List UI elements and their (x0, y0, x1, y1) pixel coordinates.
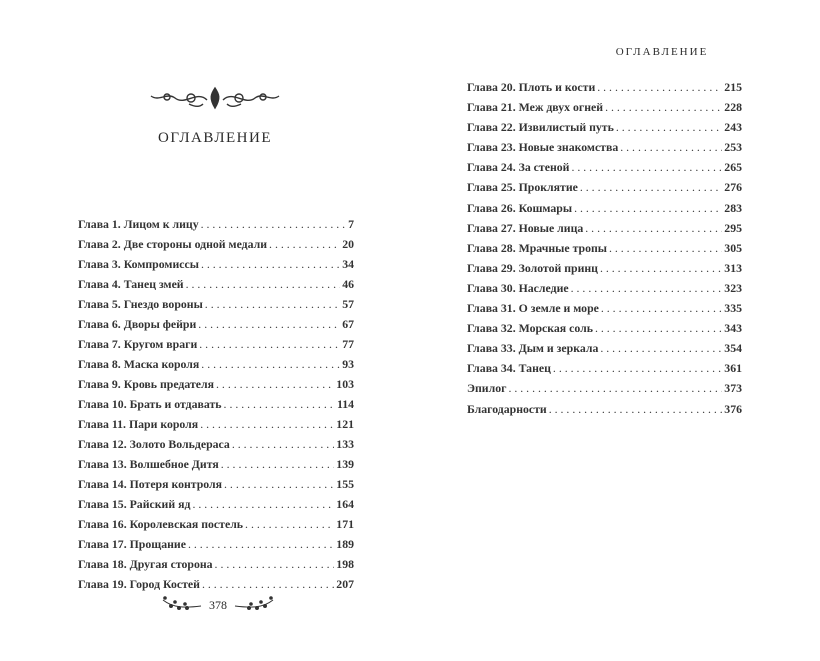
chapter-page: 20 (342, 237, 354, 251)
dot-leader (192, 497, 334, 512)
toc-entry (467, 341, 742, 361)
chapter-page: 57 (342, 297, 354, 311)
dot-leader (609, 241, 722, 256)
chapter-title: Глава 24. За стеной (467, 160, 570, 175)
chapter-title: Глава 30. Наследие (467, 280, 569, 295)
toc-entry (78, 477, 354, 497)
sprig-left-icon (161, 596, 203, 614)
chapter-page: 93 (342, 357, 354, 371)
chapter-title: Глава 27. Новые лица (467, 220, 584, 235)
dot-leader (224, 477, 334, 492)
dot-leader (585, 221, 722, 236)
dot-leader (202, 577, 334, 592)
dot-leader (597, 80, 722, 95)
chapter-page: 283 (724, 200, 742, 215)
toc-entry (78, 277, 354, 297)
chapter-page: 354 (724, 341, 742, 356)
toc-entry (467, 140, 742, 160)
toc-entry (467, 100, 742, 120)
chapter-page: 313 (724, 260, 742, 275)
chapter-title: Глава 25. Проклятие (467, 180, 578, 195)
chapter-title: Глава 7. Кругом враги (78, 337, 198, 351)
chapter-page: 335 (724, 301, 742, 316)
toc-entry (78, 357, 354, 377)
chapter-title: Глава 5. Гнездо вороны (78, 297, 203, 311)
chapter-page: 139 (336, 457, 354, 471)
page-number: 378 (209, 597, 227, 612)
chapter-title: Глава 21. Меж двух огней (467, 100, 604, 115)
chapter-title: Глава 6. Дворы фейри (78, 317, 197, 331)
toc-entry (78, 337, 354, 357)
toc-entry (467, 321, 742, 341)
dot-leader (580, 180, 722, 195)
toc-entry (467, 160, 742, 180)
chapter-page: 305 (724, 240, 742, 255)
chapter-title: Глава 10. Брать и отдавать (78, 397, 222, 411)
chapter-page: 67 (342, 317, 354, 331)
chapter-page: 34 (342, 257, 354, 271)
chapter-title: Глава 9. Кровь предателя (78, 377, 215, 391)
chapter-title: Глава 23. Новые знакомства (467, 140, 619, 155)
toc-entry (467, 120, 742, 140)
toc-entry (467, 261, 742, 281)
dot-leader (205, 297, 340, 312)
dot-leader (188, 537, 334, 552)
chapter-title: Глава 22. Извилистый путь (467, 120, 614, 135)
chapter-page: 253 (724, 140, 742, 155)
dot-leader (616, 120, 722, 135)
chapter-page: 373 (724, 381, 742, 396)
chapter-title: Глава 15. Райский яд (78, 497, 191, 511)
toc-entry (78, 577, 354, 597)
dot-leader (232, 437, 334, 452)
toc-entry (78, 457, 354, 477)
chapter-title: Глава 14. Потеря контроля (78, 477, 223, 491)
toc-entry (467, 221, 742, 241)
chapter-title: Благодарности (467, 401, 547, 416)
toc-entry (467, 180, 742, 200)
chapter-page: 133 (336, 437, 354, 451)
dot-leader (549, 402, 723, 417)
toc-entry (78, 257, 354, 277)
dot-leader (216, 377, 334, 392)
dot-leader (571, 160, 722, 175)
chapter-page: 171 (336, 517, 354, 531)
toc-entry (78, 417, 354, 437)
chapter-title: Глава 16. Королевская постель (78, 517, 244, 531)
chapter-page: 7 (348, 217, 354, 231)
chapter-page: 155 (336, 477, 354, 491)
chapter-title: Глава 34. Танец (467, 361, 551, 376)
toc-entry (78, 217, 354, 237)
page-footer (143, 596, 293, 614)
chapter-page: 215 (724, 80, 742, 94)
chapter-page: 77 (342, 337, 354, 351)
chapter-page: 228 (724, 100, 742, 115)
toc-entry (467, 201, 742, 221)
dot-leader (215, 557, 335, 572)
chapter-title: Глава 29. Золотой принц (467, 260, 598, 275)
chapter-title: Глава 12. Золото Вольдераса (78, 437, 230, 451)
chapter-page: 198 (336, 557, 354, 571)
page-title: ОГЛАВЛЕНИЕ (158, 130, 272, 146)
toc-entry (467, 361, 742, 381)
toc-entry (78, 397, 354, 417)
chapter-title: Глава 4. Танец змей (78, 277, 184, 291)
chapter-title: Глава 19. Город Костей (78, 577, 200, 591)
chapter-page: 276 (724, 180, 742, 195)
dot-leader (186, 277, 341, 292)
chapter-page: 243 (724, 120, 742, 135)
table-of-contents (78, 217, 354, 597)
dot-leader (201, 357, 340, 372)
toc-entry (467, 301, 742, 321)
dot-leader (601, 301, 722, 316)
dot-leader (199, 337, 340, 352)
dot-leader (200, 417, 334, 432)
chapter-page: 323 (724, 280, 742, 295)
chapter-page: 46 (342, 277, 354, 291)
running-header: ОГЛАВЛЕНИЕ (615, 46, 709, 58)
dot-leader (224, 397, 335, 412)
chapter-title: Глава 28. Мрачные тропы (467, 240, 607, 255)
chapter-title: Глава 18. Другая сторона (78, 557, 213, 571)
table-of-contents (467, 80, 742, 422)
toc-entry (78, 437, 354, 457)
dot-leader (600, 341, 722, 356)
dot-leader (201, 217, 346, 232)
dot-leader (201, 257, 340, 272)
dot-leader (198, 317, 340, 332)
toc-entry (78, 237, 354, 257)
chapter-page: 295 (724, 220, 742, 235)
toc-entry (467, 381, 742, 401)
chapter-title: Глава 13. Волшебное Дитя (78, 457, 219, 471)
chapter-title: Глава 11. Пари короля (78, 417, 199, 431)
sprig-right-icon (233, 596, 275, 614)
chapter-page: 207 (336, 577, 354, 591)
chapter-title: Глава 26. Кошмары (467, 200, 573, 215)
chapter-page: 121 (336, 417, 354, 431)
chapter-page: 265 (724, 160, 742, 175)
chapter-title: Глава 17. Прощание (78, 537, 186, 551)
dot-leader (508, 381, 722, 396)
chapter-page: 361 (724, 361, 742, 376)
toc-entry (78, 517, 354, 537)
chapter-page: 189 (336, 537, 354, 551)
dot-leader (553, 361, 722, 376)
dot-leader (269, 237, 340, 252)
chapter-page: 343 (724, 321, 742, 336)
dot-leader (221, 457, 335, 472)
toc-entry (78, 557, 354, 577)
toc-entry (467, 80, 742, 100)
right-page (410, 0, 820, 661)
dot-leader (620, 140, 722, 155)
toc-entry (78, 537, 354, 557)
toc-entry (78, 497, 354, 517)
toc-entry (78, 317, 354, 337)
dot-leader (595, 321, 722, 336)
toc-entry (467, 241, 742, 261)
chapter-page: 114 (336, 397, 354, 411)
toc-entry (78, 377, 354, 397)
chapter-title: Глава 33. Дым и зеркала (467, 341, 599, 356)
chapter-title: Глава 32. Морская соль (467, 321, 593, 336)
chapter-title: Глава 8. Маска короля (78, 357, 200, 371)
chapter-page: 164 (336, 497, 354, 511)
chapter-page: 376 (724, 401, 742, 416)
dot-leader (600, 261, 722, 276)
toc-entry (467, 281, 742, 301)
chapter-page: 103 (336, 377, 354, 391)
dot-leader (571, 281, 723, 296)
dot-leader (574, 201, 722, 216)
chapter-title: Глава 1. Лицом к лицу (78, 217, 199, 231)
chapter-title: Глава 2. Две стороны одной медали (78, 237, 268, 251)
ornament-icon (145, 84, 285, 112)
chapter-title: Глава 20. Плоть и кости (467, 80, 596, 94)
dot-leader (245, 517, 334, 532)
chapter-title: Эпилог (467, 381, 507, 396)
chapter-title: Глава 31. О земле и море (467, 301, 599, 316)
toc-entry (467, 402, 742, 422)
dot-leader (605, 100, 722, 115)
chapter-title: Глава 3. Компромиссы (78, 257, 199, 271)
toc-entry (78, 297, 354, 317)
